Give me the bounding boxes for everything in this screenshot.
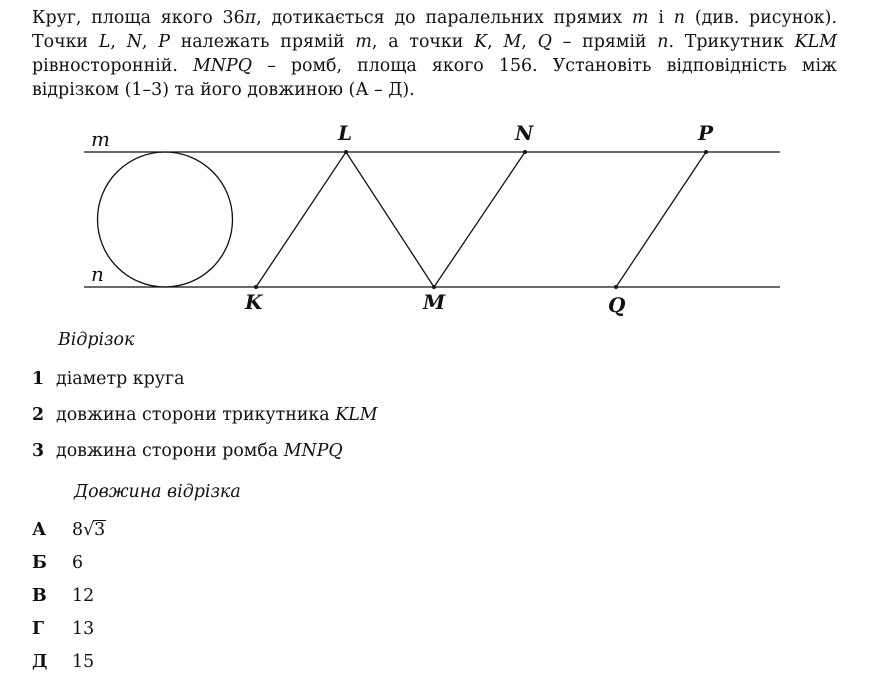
option-H	[32, 619, 94, 639]
triangle-KLM	[256, 152, 434, 287]
geometry-figure	[0, 118, 872, 318]
italic-run: N	[126, 32, 142, 52]
italic-run: L	[98, 32, 111, 52]
segment-item-3	[32, 441, 343, 461]
segment-text	[56, 441, 343, 461]
label-Q: Q	[608, 293, 626, 317]
italic-run: n	[657, 32, 669, 52]
label-L: L	[338, 121, 353, 145]
label-K: K	[245, 290, 263, 314]
italic-run: P	[158, 32, 170, 52]
text-run: – ромб, площа якого 156. Установіть відповідність між	[251, 56, 838, 76]
text-run: довжина сторони ромба	[56, 441, 284, 461]
segments-header: Відрізок	[58, 330, 135, 350]
text-run: , дотикається до паралельних прямих	[256, 8, 633, 28]
problem-line-4	[32, 78, 837, 102]
label-n: n	[91, 262, 104, 286]
sqrt-icon: √	[83, 520, 95, 540]
label-P: P	[698, 121, 714, 145]
problem-statement	[32, 6, 837, 102]
segment-text	[56, 405, 378, 425]
problem-line-3	[32, 54, 837, 78]
italic-run: MNPQ	[192, 56, 252, 76]
segment-number: 1	[32, 369, 45, 389]
problem-line-1	[32, 6, 837, 30]
italic-run: π	[244, 8, 257, 28]
text-run: ,	[141, 32, 159, 52]
text-run: (див. рисунок).	[684, 8, 837, 28]
segment-number: 2	[32, 405, 45, 425]
text-run: рівносторонній.	[32, 56, 193, 76]
option-letter: Г	[32, 619, 45, 639]
segment-text	[56, 369, 184, 389]
text-run: ,	[521, 32, 538, 52]
italic-run: KLM	[794, 32, 838, 52]
label-M: M	[423, 290, 446, 314]
italic-run: m	[632, 8, 649, 28]
text-run: і	[648, 8, 674, 28]
rhombus-side-MN	[434, 152, 525, 287]
text-run: Круг, площа якого 36	[32, 8, 245, 28]
option-coefficient: 8	[72, 520, 84, 540]
option-letter: В	[32, 586, 47, 606]
italic-run: n	[673, 8, 685, 28]
text-run: , а точки	[371, 32, 475, 52]
point-K-dot	[254, 285, 258, 289]
italic-run: m	[355, 32, 372, 52]
option-V	[32, 586, 94, 606]
text-run: ,	[110, 32, 127, 52]
text-run: . Трикутник	[668, 32, 795, 52]
option-D	[32, 652, 94, 672]
option-value: 15	[72, 652, 95, 672]
text-run: відрізком (1–3) та його довжиною (А – Д).	[32, 80, 415, 100]
option-value: 12	[72, 586, 95, 606]
option-letter: Д	[32, 652, 48, 672]
option-B	[32, 553, 83, 573]
rhombus-side-QP	[616, 152, 706, 287]
italic-run: KLM	[335, 405, 378, 425]
point-L-dot	[344, 150, 348, 154]
segment-number: 3	[32, 441, 45, 461]
text-run: довжина сторони трикутника	[56, 405, 336, 425]
segment-item-2	[32, 405, 378, 425]
italic-run: M	[503, 32, 522, 52]
radicand: 3	[94, 520, 106, 540]
option-letter: А	[32, 520, 47, 540]
italic-run: MNPQ	[283, 441, 343, 461]
option-value	[72, 520, 106, 540]
text-run: належать прямій	[169, 32, 356, 52]
lengths-header: Довжина відрізка	[74, 482, 241, 502]
segment-item-1	[32, 369, 184, 389]
inscribed-circle	[98, 152, 233, 287]
point-Q-dot	[614, 285, 618, 289]
option-value: 6	[72, 553, 84, 573]
text-run: Точки	[32, 32, 99, 52]
option-value: 13	[72, 619, 95, 639]
text-run: діаметр круга	[56, 369, 185, 389]
problem-line-2	[32, 30, 837, 54]
label-N: N	[515, 121, 534, 145]
option-letter: Б	[32, 553, 47, 573]
point-N-dot	[523, 150, 527, 154]
italic-run: K	[474, 32, 488, 52]
point-M-dot	[432, 285, 436, 289]
text-run: – прямій	[551, 32, 658, 52]
italic-run: Q	[537, 32, 552, 52]
label-m: m	[91, 127, 110, 151]
option-A	[32, 520, 106, 540]
text-run: ,	[487, 32, 504, 52]
point-P-dot	[704, 150, 708, 154]
